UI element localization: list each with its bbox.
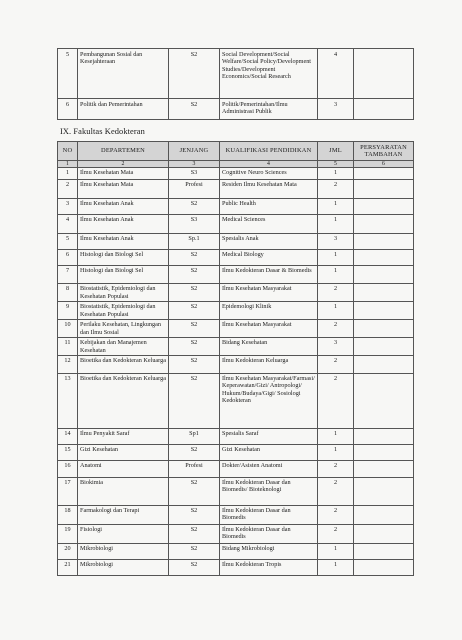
cell-jml: 3: [318, 338, 354, 356]
cell-departemen: Perilaku Kesehatan, Lingkungan dan Ilmu Sosial: [78, 320, 169, 338]
cell-persyaratan: [354, 302, 414, 320]
cell-jml: 1: [318, 266, 354, 284]
cell-kualifikasi: Public Health: [220, 199, 318, 215]
header-jenjang: JENJANG: [169, 142, 220, 161]
cell-kualifikasi: Cognitive Neuro Sciences: [220, 168, 318, 180]
cell-jml: 2: [318, 506, 354, 525]
cell-jenjang: S3: [169, 168, 220, 180]
cell-persyaratan: [354, 560, 414, 576]
header-persyaratan: PERSYARATAN TAMBAHAN: [354, 142, 414, 161]
cell-no: 20: [58, 544, 78, 560]
cell-jenjang: S2: [169, 356, 220, 374]
cell-kualifikasi: Epidemologi Klinik: [220, 302, 318, 320]
column-number: 4: [220, 161, 318, 168]
table-row: [58, 215, 414, 234]
cell-persyaratan: [354, 506, 414, 525]
column-number: 3: [169, 161, 220, 168]
cell-departemen: Ilmu Kesehatan Anak: [78, 199, 169, 215]
header-kualifikasi: KUALIFIKASI PENDIDIKAN: [220, 142, 318, 161]
cell-no: 1: [58, 168, 78, 180]
cell-departemen: Ilmu Penyakit Saraf: [78, 429, 169, 445]
header-departemen: DEPARTEMEN: [78, 142, 169, 161]
cell-no: 6: [58, 99, 78, 120]
cell-kualifikasi: Ilmu Kedokteran Dasar dan Biomedis/ Bioteknologi: [220, 478, 318, 506]
cell-jenjang: S2: [169, 338, 220, 356]
faculty-table: [57, 141, 414, 576]
cell-jml: 1: [318, 250, 354, 266]
cell-jml: 4: [318, 49, 354, 99]
table-row: [58, 356, 414, 374]
table-row: [58, 506, 414, 525]
table-row: [58, 338, 414, 356]
cell-kualifikasi: Gizi Kesehatan: [220, 445, 318, 461]
column-number: 5: [318, 161, 354, 168]
cell-kualifikasi: Ilmu Kedokteran Keluarga: [220, 356, 318, 374]
cell-departemen: Histologi dan Biologi Sel: [78, 250, 169, 266]
cell-no: 11: [58, 338, 78, 356]
cell-jml: 2: [318, 180, 354, 199]
cell-departemen: Farmakologi dan Terapi: [78, 506, 169, 525]
cell-departemen: Ilmu Kesehatan Anak: [78, 234, 169, 250]
cell-jenjang: Profesi: [169, 461, 220, 478]
table-row: [58, 374, 414, 429]
cell-kualifikasi: Spesialis Anak: [220, 234, 318, 250]
cell-jml: 1: [318, 199, 354, 215]
cell-kualifikasi: Residen Ilmu Kesehatan Mata: [220, 180, 318, 199]
cell-no: 14: [58, 429, 78, 445]
cell-jenjang: Sp1: [169, 429, 220, 445]
cell-persyaratan: [354, 374, 414, 429]
cell-no: 5: [58, 234, 78, 250]
cell-jml: 1: [318, 302, 354, 320]
cell-no: 13: [58, 374, 78, 429]
column-number: 1: [58, 161, 78, 168]
table-row: [58, 560, 414, 576]
cell-persyaratan: [354, 250, 414, 266]
cell-jenjang: S2: [169, 99, 220, 120]
cell-jml: 2: [318, 461, 354, 478]
cell-jml: 1: [318, 544, 354, 560]
table-row: [58, 168, 414, 180]
cell-kualifikasi: Spesialis Saraf: [220, 429, 318, 445]
cell-persyaratan: [354, 544, 414, 560]
cell-persyaratan: [354, 99, 414, 120]
cell-departemen: Mikrobiologi: [78, 560, 169, 576]
table-row: [58, 99, 414, 120]
cell-no: 18: [58, 506, 78, 525]
cell-departemen: Politik dan Pemerintahan: [78, 99, 169, 120]
cell-kualifikasi: Ilmu Kedokteran Tropis: [220, 560, 318, 576]
column-number: 2: [78, 161, 169, 168]
cell-jml: 2: [318, 320, 354, 338]
table-row: [58, 302, 414, 320]
cell-departemen: Bioetika dan Kedokteran Keluarga: [78, 374, 169, 429]
cell-persyaratan: [354, 168, 414, 180]
cell-departemen: Histologi dan Biologi Sel: [78, 266, 169, 284]
cell-departemen: Anatomi: [78, 461, 169, 478]
cell-kualifikasi: Ilmu Kedokteran Dasar dan Biomedis: [220, 506, 318, 525]
cell-no: 3: [58, 199, 78, 215]
cell-jenjang: S2: [169, 525, 220, 544]
cell-no: 12: [58, 356, 78, 374]
cell-departemen: Biostatistik, Epidemiologi dan Kesehatan Populasi: [78, 284, 169, 302]
cell-jenjang: S2: [169, 284, 220, 302]
cell-departemen: Biostatistik, Epidemiologi dan Kesehatan Populasi: [78, 302, 169, 320]
cell-departemen: Ilmu Kesehatan Anak: [78, 215, 169, 234]
cell-departemen: Fisiologi: [78, 525, 169, 544]
cell-jenjang: S2: [169, 560, 220, 576]
table-row: [58, 250, 414, 266]
cell-jenjang: Sp.1: [169, 234, 220, 250]
cell-jml: 3: [318, 234, 354, 250]
table-row: [58, 199, 414, 215]
cell-jml: 1: [318, 168, 354, 180]
table-body: [58, 168, 414, 576]
table-row: [58, 284, 414, 302]
table-row: [58, 180, 414, 199]
top-table-body: [58, 49, 414, 120]
table-row: [58, 445, 414, 461]
cell-persyaratan: [354, 525, 414, 544]
cell-jml: 3: [318, 99, 354, 120]
table-row: [58, 544, 414, 560]
cell-departemen: Ilmu Kesehatan Mata: [78, 168, 169, 180]
cell-persyaratan: [354, 215, 414, 234]
cell-no: 8: [58, 284, 78, 302]
cell-jenjang: S2: [169, 506, 220, 525]
cell-jenjang: S2: [169, 250, 220, 266]
cell-jenjang: S2: [169, 49, 220, 99]
cell-jml: 1: [318, 429, 354, 445]
top-continuation-table: [57, 48, 414, 120]
cell-departemen: Gizi Kesehatan: [78, 445, 169, 461]
cell-no: 9: [58, 302, 78, 320]
cell-kualifikasi: Ilmu Kesehatan Masyarakat/Farmasi/ Keperawatan/Gizi/ Antropologi/ Hukum/Budaya/Gigi/ Sosiologi Kedokteran: [220, 374, 318, 429]
cell-persyaratan: [354, 234, 414, 250]
cell-kualifikasi: Ilmu Kesehatan Masyarakat: [220, 320, 318, 338]
cell-persyaratan: [354, 284, 414, 302]
cell-jenjang: S2: [169, 374, 220, 429]
table-row: [58, 429, 414, 445]
cell-no: 6: [58, 250, 78, 266]
cell-persyaratan: [354, 180, 414, 199]
cell-jenjang: S2: [169, 478, 220, 506]
cell-departemen: Biokimia: [78, 478, 169, 506]
column-number: 6: [354, 161, 414, 168]
cell-jenjang: S2: [169, 320, 220, 338]
cell-jml: 2: [318, 356, 354, 374]
table-header: [58, 142, 414, 168]
cell-no: 4: [58, 215, 78, 234]
cell-kualifikasi: Ilmu Kesehatan Masyarakat: [220, 284, 318, 302]
cell-jenjang: S2: [169, 544, 220, 560]
cell-departemen: Pembangunan Sosial dan Kesejahteraan: [78, 49, 169, 99]
cell-kualifikasi: Bidang Mikrobiologi: [220, 544, 318, 560]
cell-no: 21: [58, 560, 78, 576]
cell-jenjang: S2: [169, 266, 220, 284]
table-row: [58, 266, 414, 284]
table-row: [58, 525, 414, 544]
cell-jenjang: Profesi: [169, 180, 220, 199]
cell-departemen: Bioetika dan Kedokteran Keluarga: [78, 356, 169, 374]
cell-persyaratan: [354, 461, 414, 478]
cell-no: 2: [58, 180, 78, 199]
header-no: NO: [58, 142, 78, 161]
cell-kualifikasi: Ilmu Kedokteran Dasar dan Biomedis: [220, 525, 318, 544]
cell-persyaratan: [354, 266, 414, 284]
cell-jml: 2: [318, 478, 354, 506]
cell-departemen: Mikrobiologi: [78, 544, 169, 560]
cell-kualifikasi: Social Development/Social Welfare/Social Policy/Development Studies/Development Economics/Social Research: [220, 49, 318, 99]
cell-persyaratan: [354, 199, 414, 215]
table-row: [58, 461, 414, 478]
cell-jml: 1: [318, 215, 354, 234]
cell-persyaratan: [354, 445, 414, 461]
table-row: [58, 478, 414, 506]
cell-jml: 1: [318, 445, 354, 461]
table-row: [58, 234, 414, 250]
cell-no: 10: [58, 320, 78, 338]
cell-no: 16: [58, 461, 78, 478]
cell-jenjang: S2: [169, 199, 220, 215]
section-title: IX. Fakultas Kedokteran: [60, 127, 145, 136]
table-row: [58, 49, 414, 99]
cell-no: 5: [58, 49, 78, 99]
cell-no: 15: [58, 445, 78, 461]
cell-departemen: Kebijakan dan Manajemen Kesehatan: [78, 338, 169, 356]
cell-jenjang: S3: [169, 215, 220, 234]
cell-kualifikasi: Politik/Pemerintahan/Ilmu Administrasi Publik: [220, 99, 318, 120]
cell-kualifikasi: Bidang Kesehatan: [220, 338, 318, 356]
cell-persyaratan: [354, 320, 414, 338]
cell-jml: 2: [318, 525, 354, 544]
cell-jml: 2: [318, 374, 354, 429]
cell-no: 17: [58, 478, 78, 506]
cell-kualifikasi: Dokter/Asisten Anatomi: [220, 461, 318, 478]
cell-persyaratan: [354, 49, 414, 99]
header-jml: JML: [318, 142, 354, 161]
cell-persyaratan: [354, 338, 414, 356]
cell-jenjang: S2: [169, 445, 220, 461]
cell-kualifikasi: Medical Biology: [220, 250, 318, 266]
cell-jenjang: S2: [169, 302, 220, 320]
cell-jml: 2: [318, 284, 354, 302]
cell-no: 19: [58, 525, 78, 544]
table-row: [58, 320, 414, 338]
cell-persyaratan: [354, 478, 414, 506]
cell-jml: 1: [318, 560, 354, 576]
cell-persyaratan: [354, 429, 414, 445]
cell-no: 7: [58, 266, 78, 284]
cell-kualifikasi: Ilmu Kedokteran Dasar & Biomedis: [220, 266, 318, 284]
cell-kualifikasi: Medical Sciences: [220, 215, 318, 234]
cell-persyaratan: [354, 356, 414, 374]
cell-departemen: Ilmu Kesehatan Mata: [78, 180, 169, 199]
